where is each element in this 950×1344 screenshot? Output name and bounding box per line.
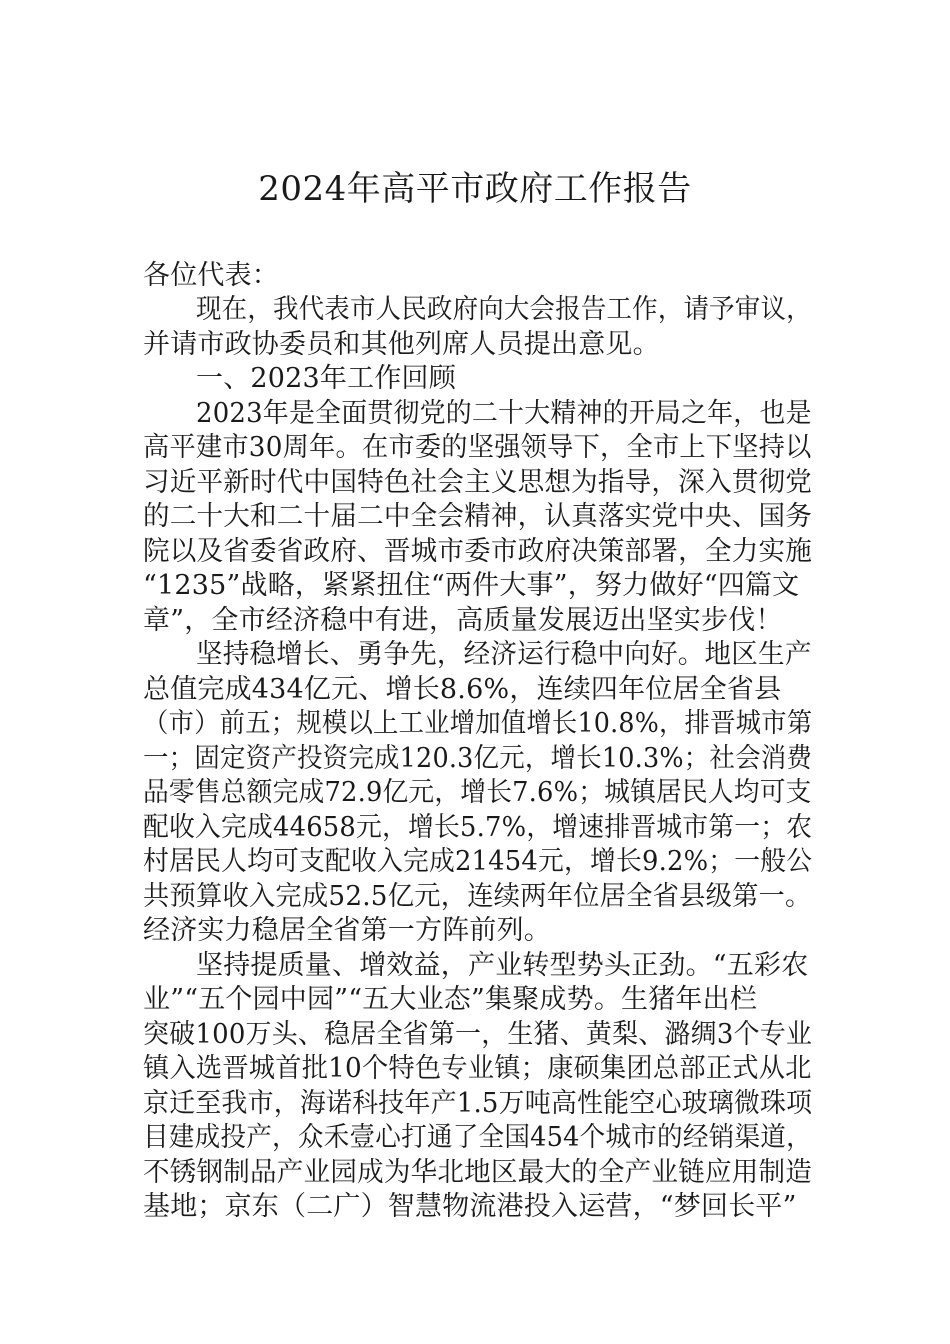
paragraph-line: 配收入完成44658元，增长5.7%，增速排晋城市第一；农 [143,812,813,843]
paragraph-line: 坚持提质量、增效益，产业转型势头正劲。“五彩农 [196,950,809,981]
paragraph-line: 现在，我代表市人民政府向大会报告工作，请予审议， [196,294,812,325]
paragraph-line: 2023年是全面贯彻党的二十大精神的开局之年，也是 [196,398,812,429]
paragraph-line: 镇入选晋城首批10个特色专业镇；康硕集团总部正式从北 [143,1053,812,1084]
section-heading: 一、2023年工作回顾 [196,363,456,394]
paragraph-line: 并请市政协委员和其他列席人员提出意见。 [143,329,660,360]
paragraph-line: 一；固定资产投资完成120.3亿元，增长10.3%；社会消费 [143,743,813,774]
paragraph-line: 基地；京东（二广）智慧物流港投入运营，“梦回长平” [143,1191,797,1222]
paragraph-line: 业”“五个园中园”“五大业态”集聚成势。生猪年出栏 [143,984,758,1015]
paragraph-line: 突破100万头、稳居全省第一，生猪、黄梨、潞绸3个专业 [143,1019,813,1050]
paragraph-line: 高平建市30周年。在市委的坚强领导下，全市上下坚持以 [143,432,812,463]
paragraph-line: 习近平新时代中国特色社会主义思想为指导，深入贯彻党 [143,467,812,498]
paragraph-line: 村居民人均可支配收入完成21454元，增长9.2%；一般公 [143,846,813,877]
paragraph-line: 经济实力稳居全省第一方阵前列。 [143,915,551,946]
paragraph-line: 总值完成434亿元、增长8.6%，连续四年位居全省县 [143,674,782,705]
salutation: 各位代表： [143,260,279,291]
paragraph-line: 共预算收入完成52.5亿元，连续两年位居全省县级第一。 [143,881,812,912]
paragraph-line: 章”，全市经济稳中有进，高质量发展迈出坚实步伐！ [143,605,783,636]
paragraph-line: 品零售总额完成72.9亿元，增长7.6%；城镇居民人均可支 [143,777,812,808]
paragraph-line: 不锈钢制品产业园成为华北地区最大的全产业链应用制造 [143,1157,812,1188]
paragraph-line: 院以及省委省政府、晋城市委市政府决策部署，全力实施 [143,536,812,567]
paragraph-line: “1235”战略，紧紧扭住“两件大事”，努力做好“四篇文 [143,570,800,601]
paragraph-line: 的二十大和二十届二中全会精神，认真落实党中央、国务 [143,501,812,532]
document-title: 2024年高平市政府工作报告 [258,169,692,209]
paragraph-line: 京迁至我市，海诺科技年产1.5万吨高性能空心玻璃微珠项 [143,1088,813,1119]
paragraph-line: （市）前五；规模以上工业增加值增长10.8%，排晋城市第 [143,708,813,739]
paragraph-line: 坚持稳增长、勇争先，经济运行稳中向好。地区生产 [196,639,812,670]
paragraph-line: 目建成投产，众禾壹心打通了全国454个城市的经销渠道， [143,1122,812,1153]
